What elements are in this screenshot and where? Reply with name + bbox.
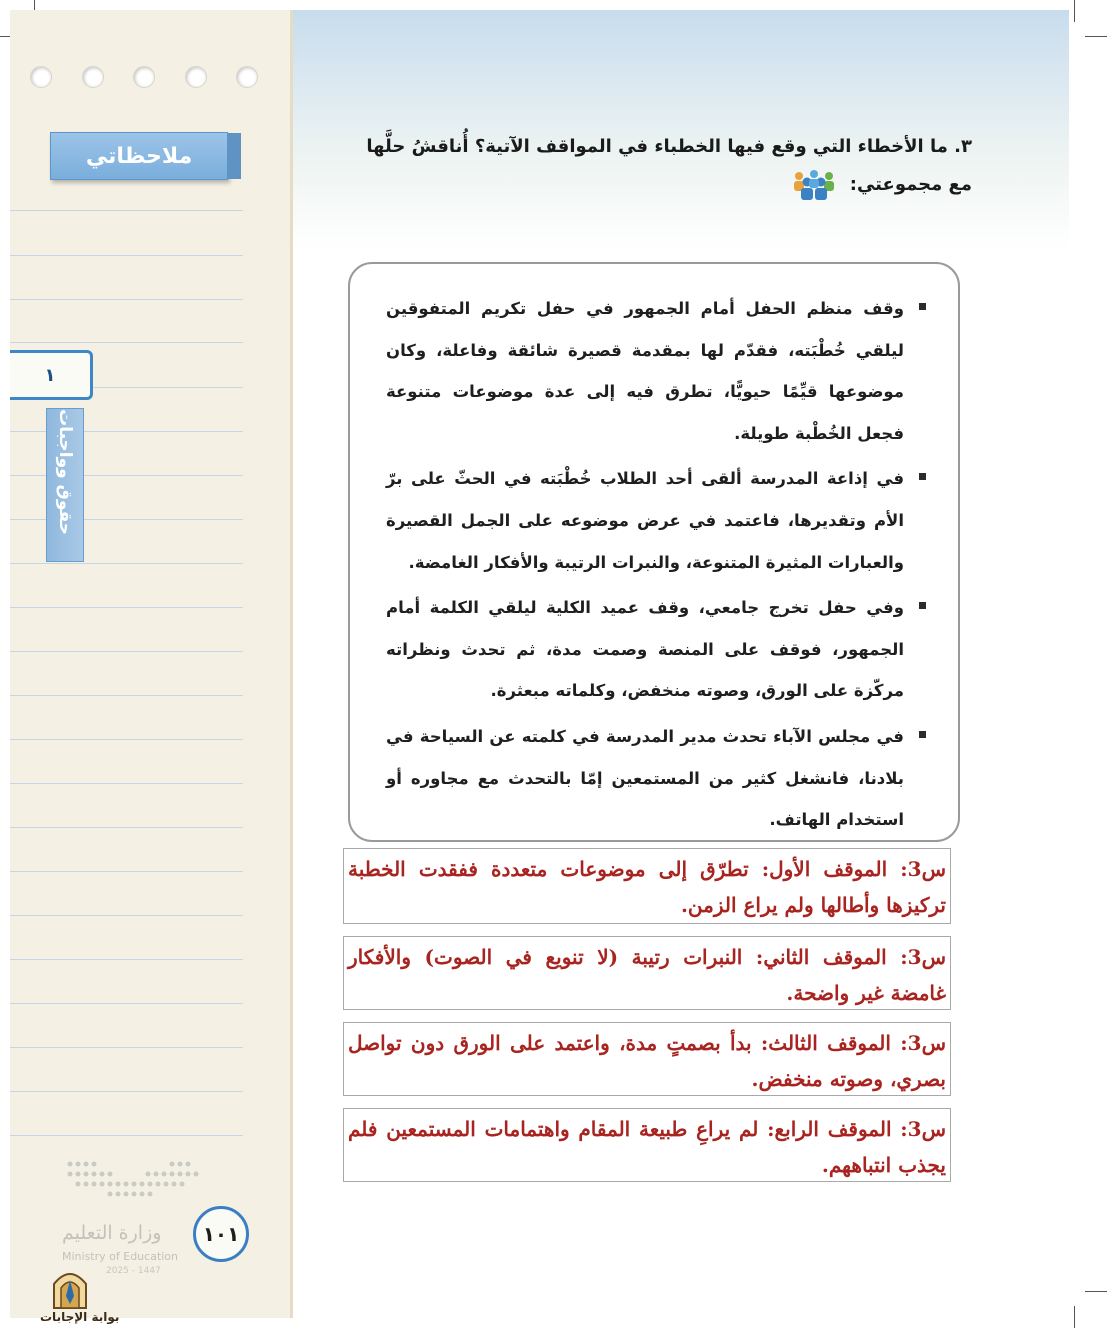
answer-text: س3: الموقف الثاني: النبرات رتيبة (لا تنويع في الصوت) والأفكار غامضة غير واضحة. <box>348 945 946 1005</box>
notes-title-tag <box>50 132 228 180</box>
unit-number: ١ <box>44 364 56 386</box>
ruled-line <box>10 959 243 960</box>
ruled-line <box>10 695 243 696</box>
watermark-text: بوابة الإجابات <box>40 1310 120 1324</box>
ruled-line <box>10 1047 243 1048</box>
unit-number-box <box>10 350 93 400</box>
ruled-line <box>10 342 243 343</box>
ruled-line <box>10 607 243 608</box>
situations-list <box>386 288 904 841</box>
ruled-line <box>10 651 243 652</box>
page-number <box>193 1206 249 1262</box>
answer-text: س3: الموقف الثالث: بدأ بصمتٍ مدة، واعتمد على الورق دون تواصل بصري، وصوته منخفض. <box>348 1031 946 1091</box>
ruled-line <box>10 1003 243 1004</box>
ministry-logo-dots-icon <box>64 1158 214 1208</box>
bullet-icon <box>919 473 926 480</box>
crop-mark <box>1074 1306 1075 1328</box>
group-discussion-icon <box>791 168 837 202</box>
binder-hole <box>236 66 258 88</box>
ruled-line <box>10 915 243 916</box>
ruled-line <box>10 255 243 256</box>
crop-mark <box>1074 0 1075 22</box>
answer-text: س3: الموقف الرابع: لم يراعِ طبيعة المقام واهتمامات المستمعين فلم يجذب انتباههم. <box>348 1117 946 1177</box>
answers-gate-logo-icon <box>50 1266 90 1310</box>
ruled-line <box>10 475 243 476</box>
question-heading <box>340 128 972 204</box>
ruled-line <box>10 210 243 211</box>
bullet-icon <box>919 303 926 310</box>
ruled-line <box>10 739 243 740</box>
situations-box <box>348 262 960 842</box>
situation-item: في إذاعة المدرسة ألقى أحد الطلاب خُطْبَته في الحثّ على برّ الأم وتقديرها، فاعتمد في عرض موضوعه على الجمل القصيرة والعبارات المثيرة المتنوعة، والنبرات الرتيبة والأفكار الغامضة. <box>386 458 904 583</box>
answer-text: س3: الموقف الأول: تطرّق إلى موضوعات متعددة ففقدت الخطبة تركيزها وأطالها ولم يراع الزمن. <box>348 857 946 917</box>
ruled-line <box>10 1135 243 1136</box>
ruled-line <box>10 871 243 872</box>
crop-mark <box>1085 1291 1107 1292</box>
question-text: ٣. ما الأخطاء التي وقع فيها الخطباء في المواقف الآتية؟ أُناقشُ حلَّها مع مجموعتي: <box>366 136 972 195</box>
crop-mark <box>1085 36 1107 37</box>
situation-item: في مجلس الآباء تحدث مدير المدرسة في كلمته عن السياحة في بلادنا، فانشغل كثير من المستمعين إمّا بالتحدث مع مجاوره أو استخدام الهاتف. <box>386 716 904 841</box>
ruled-line <box>10 299 243 300</box>
unit-title: حقوق وواجبات <box>55 409 75 535</box>
ruled-line <box>10 783 243 784</box>
binder-hole <box>133 66 155 88</box>
ministry-name-arabic: وزارة التعليم <box>62 1222 162 1244</box>
situation-item: وفي حفل تخرج جامعي، وقف عميد الكلية ليلقي الكلمة أمام الجمهور، فوقف على المنصة وصمت مدة، ثم تحدث ونظراته مركّزة على الورق، وصوته منخفض، وكلماته مبعثرة. <box>386 587 904 712</box>
ruled-line <box>10 827 243 828</box>
ruled-line <box>10 563 243 564</box>
ruled-line <box>10 519 243 520</box>
binder-hole <box>185 66 207 88</box>
bullet-icon <box>919 602 926 609</box>
ruled-line <box>10 1091 243 1092</box>
answer-box <box>343 936 951 1010</box>
notes-title: ملاحظاتي <box>85 143 193 169</box>
binder-hole <box>30 66 52 88</box>
answer-box <box>343 1108 951 1182</box>
answer-box <box>343 848 951 924</box>
binder-hole <box>82 66 104 88</box>
bullet-icon <box>919 731 926 738</box>
situation-item: وقف منظم الحفل أمام الجمهور في حفل تكريم المتفوقين ليلقي خُطْبَته، فقدّم لها بمقدمة قصيرة شائقة وفاعلة، وكان موضوعها قيِّمًا حيويًّا، تطرق فيه إلى عدة موضوعات متنوعة فجعل الخُطْبة طويلة. <box>386 288 904 454</box>
unit-title-tab <box>46 408 84 562</box>
page-number-text: ١٠١ <box>202 1222 240 1246</box>
ministry-name-english: Ministry of Education <box>62 1250 179 1263</box>
notes-panel <box>10 10 293 1324</box>
answer-box <box>343 1022 951 1096</box>
edition-year: 2025 - 1447 <box>106 1266 161 1276</box>
ruled-line <box>10 431 243 432</box>
